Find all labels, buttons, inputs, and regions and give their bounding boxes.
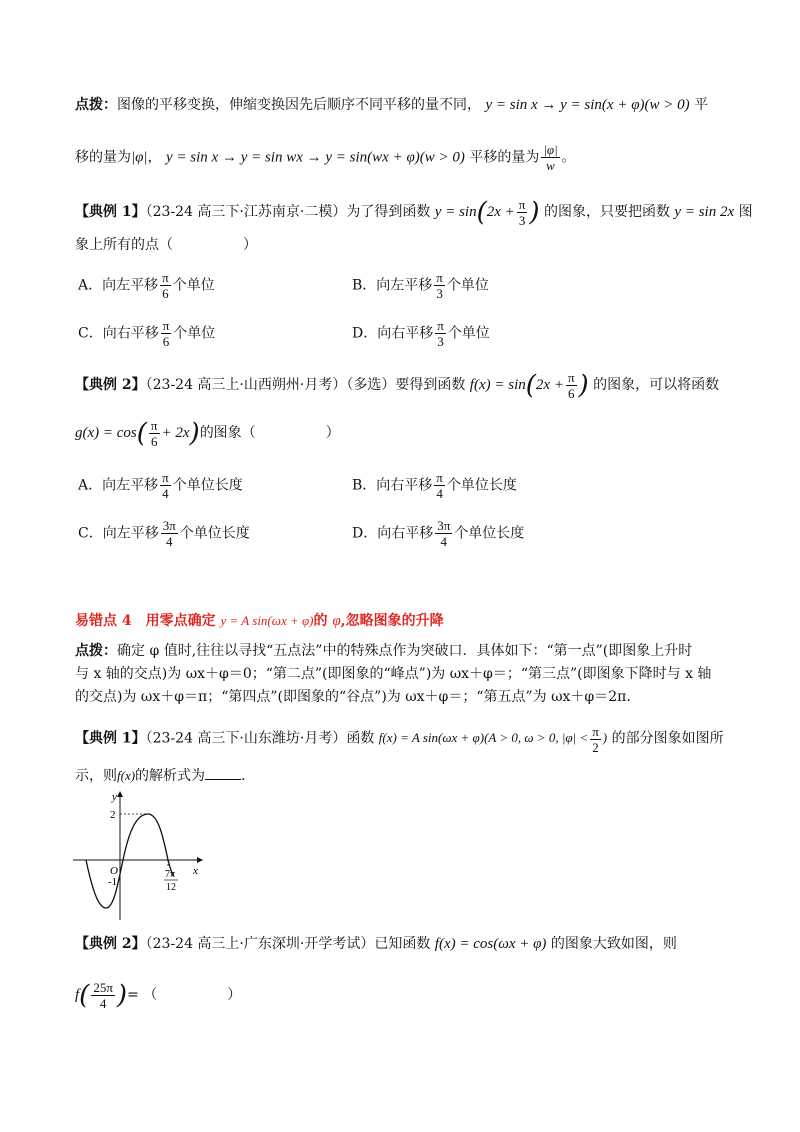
ex2-opt-c-num: 3π <box>162 518 176 533</box>
ex1-option-c-tail: 个单位 <box>173 325 216 342</box>
ex1-option-d[interactable] <box>352 318 490 349</box>
ex1-option-a-tail: 个单位 <box>172 277 215 294</box>
tip1-text3: 移的量为 <box>75 149 131 166</box>
ex1-opt-b-den: 3 <box>436 286 443 301</box>
ex1-option-b[interactable] <box>352 270 489 301</box>
ex1-opt-d-num: π <box>437 318 444 333</box>
tip2-line1 <box>75 640 730 662</box>
ex2-option-b-text: B．向右平移 <box>352 477 433 494</box>
tip2-line3-text: 的交点)为 ωx＋φ＝π；“第四点”(即图象的“谷点”)为 ωx＋φ＝；“第五点”为 ωx＋φ＝2π. <box>75 689 631 705</box>
ex2-line2-text: 的图象（ <box>199 424 256 441</box>
ex3-line2-pre: 示，则 <box>75 768 117 784</box>
ex2-option-a-frac <box>160 470 171 501</box>
ex4-eval-num: 25π <box>93 980 113 995</box>
ex4-eval-frac <box>91 980 115 1011</box>
ex4-text-end: 的图象大致如图，则 <box>550 936 677 952</box>
ex1-opt-b-num: π <box>436 270 443 285</box>
tip1-text4: 平移的量为 <box>469 149 540 166</box>
ex2-option-a[interactable] <box>78 470 243 501</box>
tip2-line2 <box>75 663 730 685</box>
ex2-opt-b-den: 4 <box>436 486 443 501</box>
ex1-opt-a-den: 6 <box>162 286 169 301</box>
ex2-option-b[interactable] <box>352 470 517 501</box>
y-tick-top: 2 <box>110 809 116 821</box>
sine-curve <box>86 814 176 908</box>
y-tick-bottom: -1 <box>108 876 118 888</box>
ex2-option-c-frac <box>161 518 178 549</box>
tip1-formula1: y = sin x → y = sin(x + φ)(w > 0) <box>485 97 690 113</box>
ex1-line2 <box>75 234 730 256</box>
ex2-opt-a-den: 4 <box>162 486 169 501</box>
ex2-opt-d-num: 3π <box>437 518 451 533</box>
tip1-frac-num: |φ| <box>543 142 558 157</box>
ex1-opt-a-num: π <box>162 270 169 285</box>
sine-graph <box>70 788 210 923</box>
tip1-text2: 平 <box>694 97 709 113</box>
ex2-opt-c-den: 4 <box>166 534 173 549</box>
ex4-close: ） <box>227 986 242 1003</box>
ex1-option-c-text: C．向右平移 <box>78 325 159 342</box>
tip2-line1-text: 确定 φ 值时,往往以寻找“五点法”中的特殊点作为突破口．具体如下：“第一点”(即图象上升时 <box>117 643 693 659</box>
ex4-eval-post: = （ <box>127 986 158 1003</box>
ex1-func-pre: y = sin <box>434 203 477 220</box>
tip2-line3 <box>75 686 730 708</box>
tip1-fraction <box>541 142 559 173</box>
tip1-line2 <box>75 142 730 173</box>
ex2-func-frac <box>566 370 577 401</box>
ex3-label: 【典例 1】 <box>75 730 146 747</box>
ex2-opt-b-num: π <box>436 470 443 485</box>
ex1-frac-den: 3 <box>518 213 526 228</box>
ex1-option-d-frac <box>435 318 446 349</box>
section4-title <box>75 610 730 632</box>
ex2-option-c-text: C．向左平移 <box>78 525 159 542</box>
tip2-label: 点拨： <box>75 643 117 659</box>
ex3-line2-fx: f(x) <box>117 768 136 783</box>
section4-title-post: ,忽略图象的升降 <box>340 613 444 629</box>
section4-title-mid: 的 <box>313 613 328 629</box>
ex1-func-inner: 2x + <box>486 203 515 220</box>
ex1-line1 <box>75 197 753 228</box>
ex4-source: （23-24 高三上·广东深圳·开学考试）已知函数 <box>145 936 431 952</box>
ex3-func-close: ) <box>602 730 608 746</box>
ex3-frac-den: 2 <box>592 740 599 755</box>
ex4-line1 <box>75 933 730 955</box>
ex2-option-d-frac <box>435 518 452 549</box>
section4-title-phi: φ <box>332 613 341 629</box>
tip1-comma: ， <box>147 149 162 166</box>
ex3-line2-post: 的解析式为 <box>135 768 206 784</box>
ex2-g-frac-den: 6 <box>150 434 158 449</box>
tip1-formula2: y = sin x → y = sin wx → y = sin(wx + φ)(w > 0) <box>166 149 465 166</box>
tip1-end: 。 <box>561 149 576 166</box>
ex1-opt-c-den: 6 <box>162 334 170 349</box>
ex1-option-c-frac <box>161 318 172 349</box>
ex1-option-c[interactable] <box>78 318 215 349</box>
ex2-opt-a-num: π <box>162 470 169 485</box>
ex2-option-a-tail: 个单位长度 <box>172 477 243 494</box>
ex1-text-end: 图 <box>738 203 753 220</box>
ex1-func: y = sin(2x + $\frac{\pi}{3}$ ) <box>434 197 540 228</box>
ex2-opt-d-den: 4 <box>440 534 448 549</box>
ex1-opt-d-den: 3 <box>437 334 444 349</box>
ex2-g-frac-num: π <box>150 418 158 433</box>
ex3-line1 <box>75 724 730 755</box>
ex1-line2-text: 象上所有的点（ <box>75 237 173 253</box>
ex2-func: f(x) = sin(2x + $\frac{\pi}{6}$ ) <box>469 370 589 401</box>
section4-title-formula: y = A sin(ωx + φ) <box>220 613 314 628</box>
ex3-text-end: 的部分图象如图所 <box>611 730 724 747</box>
ex2-option-c-tail: 个单位长度 <box>179 525 250 542</box>
section4-title-pre: 易错点 4 用零点确定 <box>75 613 216 629</box>
ex1-option-a[interactable] <box>78 270 215 301</box>
ex2-line2 <box>75 418 730 449</box>
ex2-g-pre: g(x) = cos <box>75 424 137 441</box>
ex1-frac-num: π <box>518 197 526 212</box>
ex3-func-frac <box>590 724 601 755</box>
ex1-option-b-frac <box>434 270 445 301</box>
ex4-eval: f( $\frac{25\pi}{4}$ ) <box>75 980 128 1011</box>
ex1-option-d-tail: 个单位 <box>447 325 490 342</box>
ex3-source: （23-24 高三下·山东潍坊·月考）函数 <box>145 730 375 747</box>
ex2-option-a-text: A．向左平移 <box>78 477 159 494</box>
ex2-g-inner: + 2x <box>161 424 190 441</box>
x-tick-num: 7π <box>165 869 176 880</box>
ex1-opt-c-num: π <box>162 318 170 333</box>
ex2-func-inner: 2x + <box>535 376 564 393</box>
ex1-option-a-frac <box>160 270 171 301</box>
ex2-option-b-tail: 个单位长度 <box>446 477 517 494</box>
ex1-option-d-text: D．向右平移 <box>352 325 434 342</box>
ex2-close: ） <box>325 424 340 441</box>
ex2-option-d-tail: 个单位长度 <box>454 525 525 542</box>
ex3-frac-num: π <box>592 724 599 739</box>
ex2-text-end: 的图象，可以将函数 <box>593 376 720 393</box>
ex1-source: （23-24 高三下·江苏南京·二模）为了得到函数 <box>145 203 431 220</box>
origin-label: O <box>110 865 118 877</box>
tip1-frac-den: w <box>546 158 555 173</box>
ex1-close: ） <box>243 237 257 253</box>
ex4-eval-pre: f <box>75 986 80 1003</box>
tip1-label: 点拨： <box>75 97 117 113</box>
ex1-option-b-tail: 个单位 <box>446 277 489 294</box>
ex1-option-b-text: B．向左平移 <box>352 277 433 294</box>
ex2-g-frac <box>149 418 160 449</box>
tip2-line2-text: 与 x 轴的交点)为 ωx＋φ＝0；“第二点”(即图象的“峰点”)为 ωx＋φ＝；“第三点”(即图象下降时与 x 轴 <box>75 666 712 682</box>
ex2-option-b-frac <box>434 470 445 501</box>
answer-blank[interactable] <box>205 765 241 780</box>
tip1-phi-abs: |φ| <box>131 149 148 166</box>
ex3-line2 <box>75 765 730 787</box>
ex2-option-d[interactable] <box>352 518 524 549</box>
ex4-line2 <box>75 980 730 1011</box>
ex2-option-c[interactable] <box>78 518 250 549</box>
ex3-line2-end: . <box>241 768 246 784</box>
ex2-line1 <box>75 370 730 401</box>
ex2-func-pre: f(x) = sin <box>469 376 526 393</box>
ex2-label: 【典例 2】 <box>75 376 146 393</box>
y-axis-label: y <box>112 791 117 803</box>
x-tick-den: 12 <box>166 882 176 893</box>
tip1-line1 <box>75 94 730 116</box>
ex2-frac-num: π <box>567 370 575 385</box>
tip1-text1: 图像的平移变换，伸缩变换因先后顺序不同平移的量不同， <box>117 97 481 113</box>
ex4-label: 【典例 2】 <box>75 936 146 952</box>
ex1-label: 【典例 1】 <box>75 203 146 220</box>
ex3-func-text: f(x) = A sin(ωx + φ)(A > 0, ω > 0, |φ| < <box>378 730 589 746</box>
ex1-func2: y = sin 2x <box>674 203 735 220</box>
ex1-option-a-text: A．向左平移 <box>78 277 159 294</box>
ex3-func <box>378 724 608 755</box>
ex2-frac-den: 6 <box>567 386 575 401</box>
ex2-option-d-text: D．向右平移 <box>352 525 434 542</box>
ex2-gfunc: g(x) = cos( $\frac{\pi}{6}$ + 2x) <box>75 418 200 449</box>
x-axis-label: x <box>193 865 198 877</box>
ex4-func: f(x) = cos(ωx + φ) <box>434 936 547 952</box>
ex1-func-frac <box>517 197 528 228</box>
ex1-text-mid: 的图象，只要把函数 <box>543 203 670 220</box>
ex2-source: （23-24 高三上·山西朔州·月考）（多选）要得到函数 <box>145 376 466 393</box>
ex4-eval-den: 4 <box>99 996 107 1011</box>
